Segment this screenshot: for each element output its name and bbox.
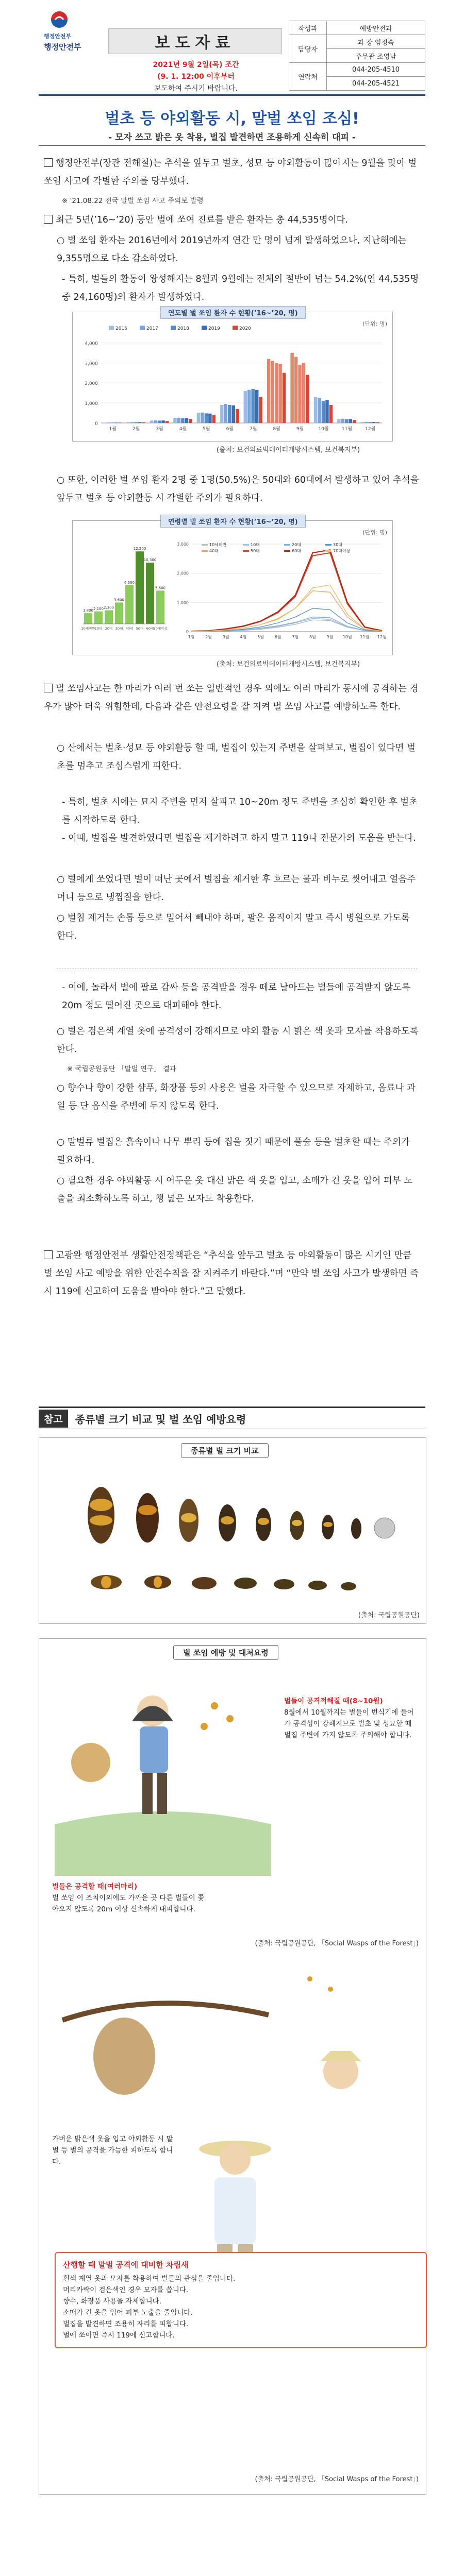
y-tick-label: 3,000 [177, 542, 189, 547]
inset-bar-label: 3,600 [113, 598, 125, 602]
dash-marker: ○ [57, 874, 68, 885]
x-tick-label: 1월 [188, 635, 195, 639]
bar [189, 419, 192, 423]
y-tick-label: 4,000 [85, 341, 98, 347]
contact-2: 044-205-4521 [327, 77, 425, 91]
y-tick-label: 2,000 [177, 571, 189, 576]
y-tick-label: 0 [186, 630, 189, 634]
dash-marker: ○ [57, 475, 68, 485]
chart-2-svg [73, 521, 392, 655]
x-tick-label: 7월 [249, 427, 257, 432]
bar [208, 414, 211, 423]
dash-marker: - [62, 274, 68, 284]
y-tick-label: 2,000 [85, 381, 98, 387]
inset-bar [115, 602, 123, 624]
legend-swatch [233, 326, 238, 330]
paragraph-15-text: 말벌류 벌집은 흙속이나 나무 뿌리 등에 집을 짓기 때문에 풀숲 등을 벌초할 때는 주의가 필요하다. [57, 1137, 410, 1165]
dash-marker: ○ [57, 1176, 68, 1186]
dash-marker: - [62, 797, 68, 807]
bar [325, 400, 328, 423]
inset-bar-label: 12,200 [133, 547, 146, 551]
legend-swatch [109, 326, 114, 330]
press-release-title: 보도자료 [108, 28, 282, 54]
x-tick-label: 2월 [132, 427, 140, 432]
checkbox-icon [44, 1250, 53, 1259]
dept-label: 작성과 [289, 21, 327, 35]
bar [114, 422, 118, 423]
legend-swatch [243, 550, 249, 552]
inset-x-tick-label: 70대이상 [153, 626, 168, 631]
bar [259, 397, 262, 423]
contact-table [289, 21, 425, 91]
bar [283, 373, 286, 423]
contact-label: 연락처 [289, 63, 327, 91]
inset-x-tick-label: 50대 [136, 626, 144, 631]
legend-swatch [202, 544, 208, 546]
bar [150, 420, 153, 423]
prevention-box [39, 1638, 426, 2495]
inset-x-tick-label: 10대 [94, 626, 103, 631]
legend-label: 10세미만 [209, 543, 227, 547]
chart-2-source: (출처: 보건의료빅데이터개방시스템, 보건복지부) [217, 660, 360, 668]
legend-swatch [284, 544, 290, 546]
paragraph-11-text: 벌침 제거는 손톱 등으로 밀어서 빼내야 하며, 팔은 움직이지 말고 즉시 병원으로 가도록 한다. [57, 913, 410, 941]
dept-value: 예방안전과 [327, 21, 425, 35]
chart-2-title: 연령별 벌 쏘임 환자 수 현황(’16~’20, 명) [160, 515, 306, 528]
bar [369, 422, 372, 423]
headline-divider [39, 145, 425, 146]
contact-1: 044-205-4510 [327, 63, 425, 77]
bar [119, 422, 122, 423]
dash-marker: ○ [57, 743, 68, 753]
bar [306, 375, 309, 423]
chart-2-unit: (단위: 명) [362, 529, 387, 536]
bee-note-2 [52, 1881, 207, 1915]
bar [228, 405, 231, 423]
bar [244, 391, 247, 423]
x-tick-label: 7월 [292, 635, 299, 639]
bar [165, 421, 169, 423]
bee-note-2-title: 벌들은 공격할 때(여러마리) [52, 1883, 138, 1891]
paragraph-15 [57, 1133, 420, 1170]
checkbox-icon [44, 158, 53, 167]
inset-bar [94, 612, 103, 624]
bar [337, 419, 340, 423]
paragraph-10-text: 벌에게 쏘였다면 벌이 떠난 곳에서 벌침을 제거한 후 흐르는 물과 비누로 씻어내고 얼음주머니 등으로 냉찜질을 한다. [57, 874, 416, 903]
paragraph-3 [57, 232, 420, 268]
bee-note-1 [284, 1696, 418, 1741]
inset-x-tick-label: 40대 [125, 626, 134, 631]
inset-x-tick-label: 20대 [105, 626, 113, 631]
y-tick-label: 0 [95, 421, 98, 427]
bar [142, 422, 145, 423]
dash-marker: ○ [57, 1026, 68, 1037]
hiker-fleeing-illustration [49, 1670, 276, 1876]
bar [107, 422, 110, 423]
bee-note-2-body: 벌 쏘임 이 조치이외에도 가까운 곳 다른 벌들이 쫓아오지 않도록 20m 이상 신속하게 대피합니다. [52, 1894, 205, 1913]
x-tick-label: 6월 [274, 635, 281, 639]
inset-x-tick-label: 10세미만 [81, 626, 95, 631]
release-date [116, 59, 276, 95]
paragraph-2 [44, 211, 420, 229]
bar [294, 357, 297, 423]
paragraph-13 [57, 1023, 420, 1059]
bar [158, 420, 161, 423]
x-tick-label: 4월 [179, 427, 187, 432]
bar [364, 422, 368, 423]
bar [275, 363, 278, 423]
x-tick-label: 2월 [205, 635, 212, 639]
x-tick-label: 9월 [296, 427, 304, 432]
chart-1-unit: (단위: 명) [362, 320, 387, 327]
legend-label: 70대이상 [333, 549, 351, 553]
bar [181, 418, 184, 423]
legend-label: 30대 [333, 543, 342, 547]
y-tick-label: 1,000 [177, 600, 189, 605]
dash-marker: ○ [57, 235, 68, 246]
paragraph-8 [62, 793, 420, 829]
chart-2-frame [72, 520, 393, 655]
bar [372, 422, 375, 423]
safety-item: 흰색 계열 옷과 모자를 착용하여 벌들의 관심을 줄입니다. [63, 2275, 236, 2283]
y-tick-label: 1,000 [85, 401, 98, 407]
x-tick-label: 11월 [341, 427, 352, 432]
dash-marker: ○ [57, 1137, 68, 1147]
paragraph-1 [44, 155, 420, 191]
bar [361, 422, 364, 423]
bar [278, 364, 281, 423]
bar [185, 418, 188, 423]
logo-text: 행정안전부 [44, 33, 72, 40]
inset-x-tick-label: 60대 [146, 626, 154, 631]
government-emblem-icon [44, 9, 75, 30]
paragraph-4-text: 특히, 벌들의 활동이 왕성해지는 8월과 9월에는 전체의 절반이 넘는 54.2%(연 44,535명 중 24,160명)의 환자가 발생하였다. [62, 274, 419, 302]
size-comparison-box [39, 1437, 426, 1624]
legend-label: 10대 [251, 543, 260, 547]
dash-marker: ○ [57, 913, 68, 923]
bar [376, 422, 379, 423]
paragraph-9-text: 이때, 벌집을 발견하였다면 벌집을 제거하려고 하지 말고 119나 전문가의 도움을 받는다. [68, 833, 416, 843]
manager-1: 과 장 임정숙 [327, 35, 425, 49]
safety-title: 산행할 때 말벌 공격에 대비한 차림새 [63, 2260, 189, 2269]
bar [353, 420, 356, 423]
bar [134, 422, 137, 423]
paragraph-7 [57, 739, 420, 775]
legend-label: 2020 [239, 326, 251, 331]
paragraph-5-text: 또한, 이러한 벌 쏘임 환자 2명 중 1명(50.5%)은 50대와 60대에서 발생하고 있어 추석을 앞두고 벌초 등 야외활동 시 각별한 주의가 필요하다. [57, 475, 419, 503]
x-tick-label: 4월 [240, 635, 247, 639]
inset-bar [156, 590, 164, 624]
legend-label: 2017 [146, 326, 158, 331]
bar [349, 419, 352, 423]
manager-label: 담당자 [289, 35, 327, 63]
inset-bar [105, 610, 113, 624]
bar [255, 390, 258, 423]
inset-bar-label: 1,800 [82, 608, 94, 613]
inset-x-tick-label: 30대 [115, 626, 123, 631]
paragraph-9 [62, 829, 420, 848]
bar [232, 405, 235, 423]
bar [251, 389, 254, 423]
chart-1-title: 연도별 벌 쏘임 환자 수 현황(’16~’20, 명) [160, 306, 306, 319]
bar [302, 363, 305, 423]
legend-swatch [202, 550, 208, 552]
x-tick-label: 3월 [156, 427, 163, 432]
bar [173, 418, 176, 423]
bar [329, 405, 333, 423]
ministry-logo-text: 행정안전부 [44, 42, 81, 52]
prevention-source-1: (출처: 국립공원공단, 「Social Wasps of the Forest」) [255, 1940, 419, 1947]
bar [314, 397, 317, 423]
clothing-note: 가벼운 밝은색 옷을 입고 야외활동 시 말벌 등 벌의 공격을 가능한 피하도록 합니다. [52, 2135, 173, 2166]
safety-item: 소매가 긴 옷을 입어 피부 노출을 줄입니다. [63, 2309, 193, 2317]
legend-label: 2016 [115, 326, 127, 331]
paragraph-13-text: 벌은 검은색 계열 옷에 공격성이 강해지므로 야외 활동 시 밝은 색 옷과 모자를 착용하도록 한다. [57, 1026, 419, 1055]
size-comparison-pill: 종류별 벌 크기 비교 [181, 1443, 269, 1458]
legend-swatch [202, 326, 207, 330]
x-tick-label: 8월 [273, 427, 280, 432]
paragraph-14-text: 향수나 향이 강한 샴푸, 화장품 등의 사용은 벌을 자극할 수 있으므로 자제하고, 음료나 과일 등 단 음식을 주변에 두지 않도록 한다. [57, 1083, 416, 1111]
legend-label: 60대 [292, 549, 301, 553]
bee-note-1-body: 8월에서 10월까지는 벌들이 번식기에 들어가 공격성이 강해지므로 벌초 및 성묘할 때 벌집 주변에 가지 않도록 주의해야 합니다. [284, 1708, 414, 1739]
safety-item: 벌에 쏘이면 즉시 119에 신고합니다. [63, 2331, 175, 2340]
bar [220, 405, 223, 423]
safety-item: 향수, 화장품 사용을 자제합니다. [63, 2297, 161, 2306]
paragraph-7-text: 산에서는 벌초·성묘 등 야외활동 할 때, 벌집이 있는지 주변을 살펴보고, 벌집이 있다면 벌초를 멈추고 조심스럽게 피한다. [57, 743, 416, 771]
legend-swatch [243, 544, 249, 546]
bar [161, 420, 164, 423]
bee-note-1-title: 벌들이 공격적해질 때(8~10월) [284, 1697, 383, 1705]
paragraph-10 [57, 871, 420, 907]
x-tick-label: 12월 [365, 427, 376, 432]
bar [318, 398, 321, 423]
date-line-3: 보도하여 주시기 바랍니다. [154, 84, 238, 93]
bar [111, 422, 114, 423]
paragraph-12 [62, 979, 420, 1015]
paragraph-2-text: 최근 5년(’16~’20) 동안 벌에 쏘여 진료를 받은 환자는 총 44,535명이다. [56, 215, 348, 225]
chart-1-source: (출처: 보건의료빅데이터개방시스템, 보건복지부) [217, 446, 360, 454]
x-tick-label: 10월 [342, 635, 352, 639]
reference-title: 종류별 크기 비교 및 벌 쏘임 예방요령 [75, 1413, 246, 1426]
x-tick-label: 8월 [309, 635, 316, 639]
dash-marker: - [62, 982, 68, 993]
paragraph-16-text: 필요한 경우 야외활동 시 어두운 옷 대신 밝은 색 옷을 입고, 소매가 긴 옷을 입어 피부 노출을 최소화하도록 하고, 챙 넓은 모자도 착용한다. [57, 1176, 413, 1204]
size-comparison-source: (출처: 국립공원공단) [358, 1612, 420, 1619]
paragraph-6 [44, 680, 420, 716]
legend-label: 40대 [209, 549, 219, 553]
x-tick-label: 11월 [360, 635, 370, 639]
checkbox-icon [44, 684, 53, 692]
header-divider [39, 94, 425, 96]
bar [298, 365, 301, 423]
x-tick-label: 5월 [257, 635, 264, 639]
legend-label: 2019 [208, 326, 220, 331]
paragraph-1-text: 행정안전부(장관 전해철)는 추석을 앞두고 벌초, 성묘 등 야외활동이 많아지는 9월을 맞아 벌 쏘임 사고에 각별한 주의를 당부했다. [44, 158, 417, 187]
paragraph-8-text: 특히, 벌초 시에는 묘지 주변을 먼저 살피고 10~20m 정도 주변을 조심히 확인한 후 벌초를 시작하도록 한다. [62, 797, 418, 825]
legend-swatch [325, 550, 332, 552]
prevention-source-2: (출처: 국립공원공단, 「Social Wasps of the Forest」) [255, 2476, 419, 2483]
paragraph-14 [57, 1079, 420, 1115]
paragraph-13-note: ※ 국립공원공단 「말벌 연구」 결과 [67, 1065, 176, 1073]
reference-tag: 참고 [39, 1410, 68, 1428]
inset-bar-label: 10,300 [143, 558, 157, 563]
closing-paragraph [44, 1247, 420, 1301]
inset-bar [146, 563, 154, 624]
paragraph-16 [57, 1172, 420, 1208]
bar [236, 409, 239, 423]
x-tick-label: 6월 [226, 427, 234, 432]
inset-bar-label: 5,600 [155, 586, 166, 590]
closing-text: 고광완 행정안전부 생활안전정책관은 “추석을 앞두고 벌초 등 야외활동이 많은 시기인 만큼 벌 쏘임 사고 예방을 위한 안전수칙을 잘 지켜주기 바란다.”며 “만약 벌 쏘임 사고가 발생하면 즉시 119에 신고하여 도움을 받아야 한다.”고 말했다. [44, 1250, 419, 1297]
paragraph-1-note: ※ '21.08.22 전국 말벌 쏘임 사고 주의보 발령 [62, 197, 204, 205]
dash-marker: ○ [57, 1083, 68, 1093]
x-tick-label: 9월 [326, 635, 334, 639]
bar [267, 359, 270, 423]
manager-2: 주무관 조영남 [327, 49, 425, 63]
safety-item: 머리카락이 검은색인 경우 모자를 씁니다. [63, 2286, 189, 2294]
x-tick-label: 12월 [377, 635, 387, 639]
subheadline: - 모자 쓰고 밝은 옷 착용, 벌집 발견하면 조용하게 신속히 대피 - [108, 132, 356, 143]
checkbox-icon [44, 215, 53, 224]
bar [126, 422, 129, 423]
x-tick-label: 3월 [222, 635, 229, 639]
bar [290, 353, 293, 423]
legend-swatch [140, 326, 145, 330]
bar [345, 419, 348, 423]
headline: 벌초 등 야외활동 시, 말벌 쏘임 조심! [105, 110, 359, 128]
x-tick-label: 1월 [109, 427, 117, 432]
paragraph-3-text: 벌 쏘임 환자는 2016년에서 2019년까지 연간 만 명이 넘게 발생하였으나, 지난해에는 9,355명으로 다소 감소하였다. [57, 235, 407, 264]
bar [341, 419, 344, 423]
inset-bar-label: 6,500 [124, 581, 135, 585]
bar [271, 361, 274, 423]
header-logo [44, 9, 101, 40]
chart-1-svg [73, 312, 392, 441]
legend-swatch [325, 544, 332, 546]
date-line-2: (9. 1. 12:00 이후부터 [157, 73, 235, 81]
inset-bar [125, 585, 134, 624]
safety-box [55, 2252, 427, 2348]
legend-swatch [284, 550, 290, 552]
bar [103, 422, 106, 423]
legend-label: 50대 [251, 549, 260, 553]
legend-label: 2018 [177, 326, 189, 331]
bar [205, 413, 208, 423]
wasp-nest-illustration [52, 1958, 413, 2128]
bar [201, 413, 204, 423]
bar [247, 390, 251, 423]
bar [197, 413, 200, 423]
paragraph-5 [57, 471, 420, 507]
bar [177, 418, 180, 423]
bar [224, 404, 227, 423]
paragraph-6-text: 벌 쏘임사고는 한 마리가 여러 번 쏘는 일반적인 경우 외에도 여러 마리가 동시에 공격하는 경우가 많아 더욱 위험한데, 다음과 같은 안전요령을 잘 지켜 벌 쏘임 사고를 예방하도록 한다. [44, 684, 419, 712]
x-tick-label: 5월 [203, 427, 210, 432]
date-line-1: 2021년 9월 2일(목) 조간 [153, 61, 239, 69]
bar [138, 422, 141, 423]
bar [322, 401, 325, 423]
paragraph-12-text: 이에, 놀라서 벌에 팔로 감싸 등을 공격받을 경우 떼로 날아드는 벌들에 공격받지 않도록 20m 정도 떨어진 곳으로 대피해야 한다. [62, 982, 410, 1011]
bar [130, 422, 134, 423]
bar [154, 420, 157, 423]
bar [212, 415, 216, 423]
reference-header [39, 1406, 425, 1429]
wasp-size-illustration [39, 1459, 426, 1623]
legend-label: 20대 [292, 543, 301, 547]
paragraph-4 [62, 270, 420, 307]
x-tick-label: 10월 [318, 427, 329, 432]
chart-1-frame [72, 312, 393, 442]
safety-item: 벌집을 발견하면 조용히 자리를 피합니다. [63, 2320, 189, 2328]
y-tick-label: 3,000 [85, 361, 98, 367]
inset-bar-label: 2,300 [103, 605, 114, 610]
inset-bar [84, 613, 92, 624]
prevention-pill: 벌 쏘임 예방 및 대처요령 [173, 1645, 278, 1660]
inset-bar-label: 2,100 [93, 606, 104, 611]
paragraph-11 [57, 909, 420, 945]
legend-swatch [171, 326, 176, 330]
inset-bar [136, 551, 144, 624]
dash-marker: - [62, 833, 68, 843]
